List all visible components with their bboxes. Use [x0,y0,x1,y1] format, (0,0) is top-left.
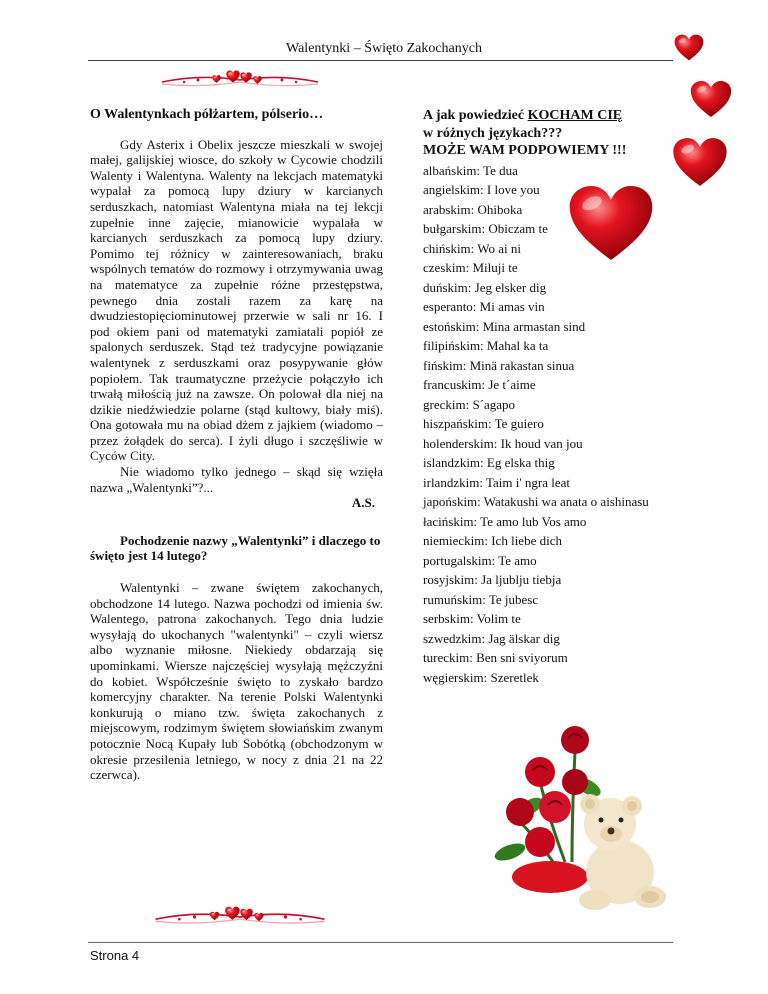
languages-title [423,107,723,125]
list-item: islandzkim: Eg elska thig [423,455,555,471]
list-item: tureckim: Ben sni sviyorum [423,650,568,666]
footer-rule [88,942,673,943]
heart-icon [674,34,704,61]
list-item: angielskim: I love you [423,182,540,198]
section2-paragraph: Walentynki – zwane świętem zakochanych, obchodzone 14 lutego. Nazwa pochodzi od imienia św. Walentego, patrona zakochanych. Tego dnia ludzie wysyłają do ukochanych "walentynki" – czyli wiersz albo wyznanie miłosne. Niekiedy obdarzają się upominkami. Wiersze najczęściej wysyłają mężczyźni do kobiet. Współcześnie święto to zyskało bardzo komercyjny charakter. Na terenie Polski Walentynki konkurują o miano tzw. święta zakochanych z miejscowym, rodzimym świętem słowiańskim zwanym potocznie Nocą Kupały lub Sobótką (obchodzonym w okresie przesilenia letniego, w nocy z dnia 21 na 22 czerwca). [90,580,383,783]
signature: A.S. [351,495,375,511]
languages-title-line2: w różnych językach??? [423,125,563,141]
list-item: irlandzkim: Taim i' ngra leat [423,474,571,490]
list-item: bułgarskim: Obiczam te [423,221,548,237]
list-item: holenderskim: Ik houd van jou [423,435,583,451]
list-item: hiszpańskim: Te guiero [423,416,544,432]
hearts-divider-bottom [150,904,330,930]
list-item: albańskim: Te dua [423,162,518,178]
hearts-divider-top [160,68,320,92]
list-item: fińskim: Minä rakastan sinua [423,357,575,373]
list-item: japońskim: Watakushi wa anata o aishinasu [423,494,649,510]
list-item: filipińskim: Mahal ka ta [423,338,549,354]
list-item: serbskim: Volim te [423,611,521,627]
list-item: esperanto: Mi amas vin [423,299,545,315]
list-item: portugalskim: Te amo [423,552,537,568]
list-item: arabskim: Ohiboka [423,201,523,217]
left-column [90,107,383,783]
languages-list [423,161,723,688]
section1-title: O Walentynkach półżartem, pólserio… [90,107,324,122]
list-item: węgierskim: Szeretlek [423,669,539,685]
header-rule [88,60,673,61]
languages-title-underlined: KOCHAM CIĘ [527,108,623,123]
list-item: łacińskim: Te amo lub Vos amo [423,513,587,529]
page-header-title: Walentynki – Święto Zakochanych [286,41,482,56]
list-item: francuskim: Je t´aime [423,377,536,393]
list-item: rumuńskim: Te jubesc [423,591,539,607]
languages-title-line3: MOŻE WAM PODPOWIEMY !!! [423,143,627,159]
section2-title: Pochodzenie nazwy „Walentynki” i dlaczego to święto jest 14 lutego? [90,532,381,564]
list-item: czeskim: Miluji te [423,260,518,276]
list-item: rosyjskim: Ja ljublju tiebja [423,572,562,588]
languages-title-prefix: A jak powiedzieć [423,108,528,123]
section1-closing: Nie wiadomo tylko jednego – skąd się wzięła nazwa „Walentynki”?... [90,464,383,495]
page-number: Strona 4 [90,948,140,963]
signature-line [90,495,383,511]
section1-paragraph: Gdy Asterix i Obelix jeszcze mieszkali w swojej małej, galijskiej wiosce, do szkoły w Cycowie chodzili Walenty i Walentyna. Walenty na lekcjach matematyki wypalał za pomocą lupy dziury w karcianych serduszkach, natomiast Walentyna miała na tej lekcji zupełnie inne zajęcie, mianowicie wypalała w karcianych serduszkach za pomocą lupy dziury. Pomimo tej różnicy w zainteresowaniach, braku wspólnych tematów do rozmowy i otrzymywania uwag na matematyce za zupełnie różne przestępstwa, pewnego dnia zostali razem za karę na dwudziestopięciominutowej przerwie w sali nr 16. I pod okiem pani od matematyki zamiatali popiół ze spalonych serduszek. Stąd też tradycyjne powiązanie walentynek z serduszkami oraz posypywanie głów popiołem. Tak traumatyczne przeżycie połączyło ich trwałą miłością już na zawsze. On polował dla niej na dzikie niedźwiedzie polarne (stąd kultowy, biały miś). Ona gotowała mu na obiad dżem z jajkiem (wiadomo – przez żołądek do serca). I żyli długo i szczęśliwie w Cyców City. [90,136,383,464]
list-item: chińskim: Wo ai ni [423,240,522,256]
list-item: estońskim: Mina armastan sind [423,318,586,334]
list-item: szwedzkim: Jag älskar dig [423,630,560,646]
list-item: greckim: S´agapo [423,396,516,412]
list-item: niemieckim: Ich liebe dich [423,533,562,549]
list-item: duńskim: Jeg elsker dig [423,279,547,295]
roses-teddy-bear-image [480,712,670,912]
right-column [423,107,723,687]
